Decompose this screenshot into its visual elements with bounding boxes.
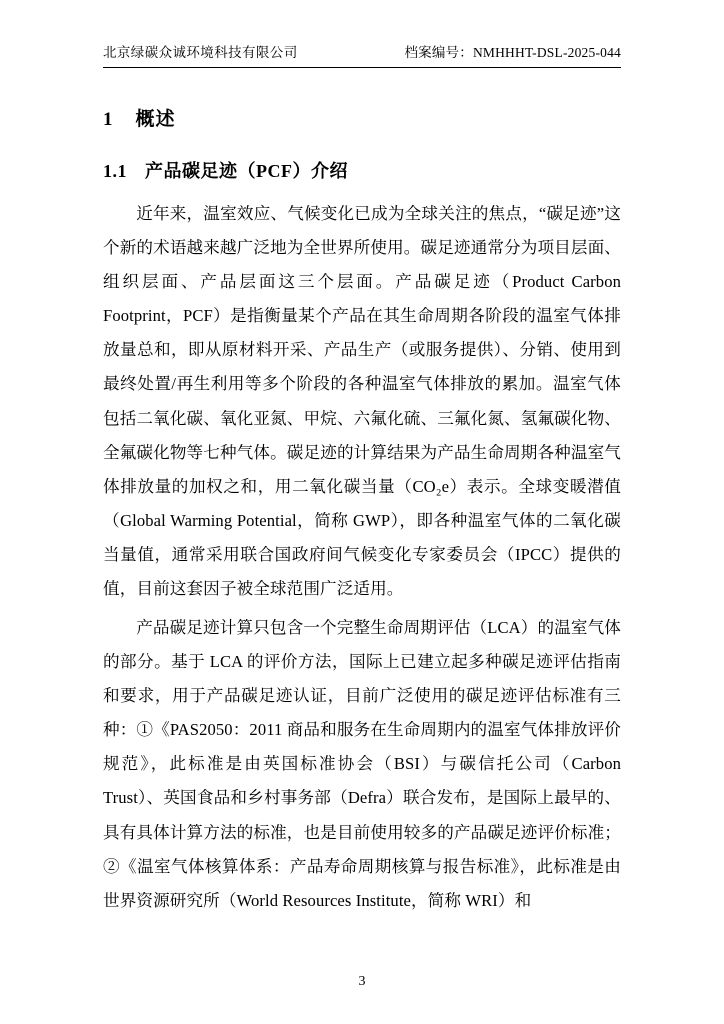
- archive-label: 档案编号：: [404, 45, 473, 60]
- page-number: 3: [358, 974, 366, 989]
- subsection-heading: [103, 157, 621, 183]
- section-title: 概述: [135, 108, 176, 130]
- body-paragraph: 近年来，温室效应、气候变化已成为全球关注的焦点，“碳足迹”这个新的术语越来越广泛地为全世界所使用。碳足迹通常分为项目层面、组织层面、产品层面这三个层面。产品碳足迹（Product Carbon Footprint，PCF）是指衡量某个产品在其生命周期各阶段的温室气体排放量总和，即从原材料开采、产品生产（或服务提供）、分销、使用到最终处置/再生利用等多个阶段的各种温室气体排放的累加。温室气体包括二氧化碳、氧化亚氮、甲烷、六氟化硫、三氟化氮、氢氟碳化物、全氟碳化物等七种气体。碳足迹的计算结果为产品生命周期各种温室气体排放量的加权之和，用二氧化碳当量（CO₂e）表示。全球变暖潜值（Global Warming Potential，简称 GWP），即各种温室气体的二氧化碳当量值，通常采用联合国政府间气候变化专家委员会（IPCC）提供的值，目前这套因子被全球范围广泛适用。: [103, 203, 621, 599]
- subsection-title: 产品碳足迹（PCF）介绍: [145, 160, 348, 181]
- page-header: [103, 44, 621, 68]
- header-company-name: 北京绿碳众诚环境科技有限公司: [103, 45, 298, 60]
- section-number: 1: [103, 108, 114, 130]
- header-archive-number: [404, 44, 621, 62]
- section-heading: [103, 104, 621, 131]
- subsection-number: 1.1: [103, 160, 127, 181]
- page-footer: [0, 974, 724, 990]
- body-paragraph: 产品碳足迹计算只包含一个完整生命周期评估（LCA）的温室气体的部分。基于 LCA 的评价方法，国际上已建立起多种碳足迹评估指南和要求，用于产品碳足迹认证，目前广泛使用的碳足迹评估标准有三种：①《PAS2050：2011 商品和服务在生命周期内的温室气体排放评价规范》，此标准是由英国标准协会（BSI）与碳信托公司（Carbon Trust）、英国食品和乡村事务部（Defra）联合发布，是国际上最早的、具有具体计算方法的标准，也是目前使用较多的产品碳足迹评价标准；②《温室气体核算体系：产品寿命周期核算与报告标准》，此标准是由世界资源研究所（World Resources Institute，简称 WRI）和: [103, 617, 621, 910]
- archive-code: NMHHHT-DSL-2025-044: [472, 45, 621, 60]
- page-content: [103, 44, 621, 994]
